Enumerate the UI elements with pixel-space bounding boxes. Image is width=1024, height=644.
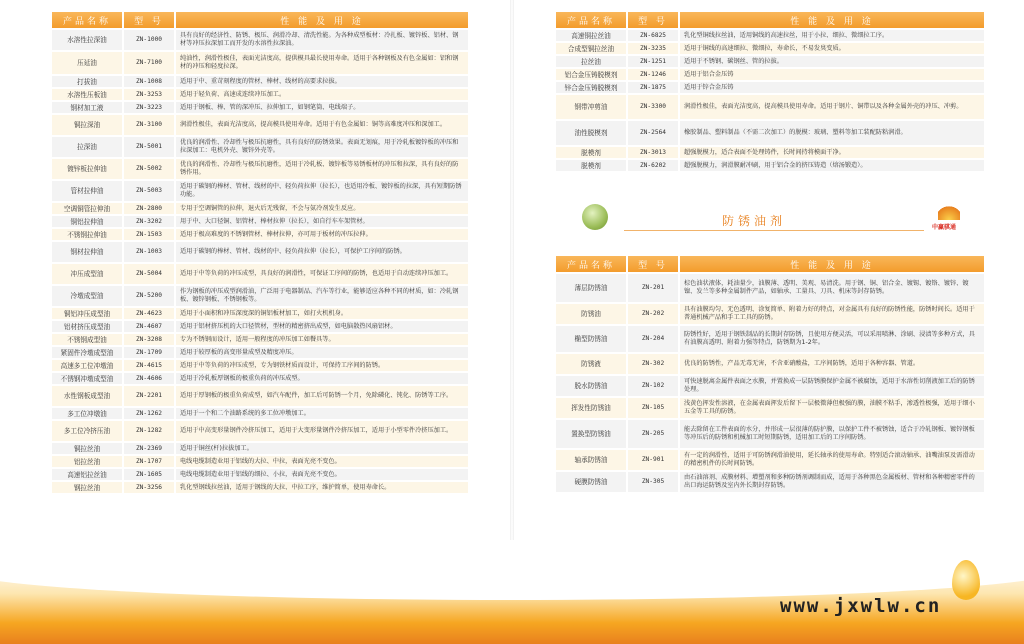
product-model: ZN-3208 xyxy=(124,334,176,345)
product-description: 润滑性极佳，表面光洁度高，提高模具使用寿命。适用于有色金属如：铜等高难度冲压和深加工。 xyxy=(176,115,470,135)
header-name: 产品名称 xyxy=(556,256,628,272)
product-description: 适用于厚钢板的极重负荷成型，如汽车配件，加工后可防锈一个月，免除磷化、钝化、防锈等工序。 xyxy=(176,386,470,406)
product-description: 乳化型铜线拉丝油，适用铜线的高速拉丝，用于小拉、细拉、微细拉工序。 xyxy=(680,30,986,41)
product-description: 能去除留在工件表面的水分，并形成一层很薄的防护膜，以保护工件不被锈蚀，适合于冷轧钢板、镀锌钢板等冲压后的防锈和机械加工时短期防锈，适用加工后的工序间防锈。 xyxy=(680,420,986,448)
product-description: 有一定的润滑性，适用于可防锈润滑油使用，延长轴承的使用寿命。特别适合滚动轴承、油嘴油泵及需滑动的精密机件的长时间防锈。 xyxy=(680,450,986,470)
product-name: 硬膜防锈油 xyxy=(556,472,628,492)
product-name: 铝材挤压成型油 xyxy=(52,321,124,332)
product-name: 油性脱模剂 xyxy=(556,121,628,145)
product-model: ZN-1605 xyxy=(124,469,176,480)
product-description: 超强脱模力，润滑膜耐冲刷，用于铝合金的挤压铸造（熔汤锻造）。 xyxy=(680,160,986,171)
product-name: 椭型防锈油 xyxy=(556,326,628,352)
product-model: ZN-1709 xyxy=(124,347,176,358)
product-model: ZN-5002 xyxy=(124,159,176,179)
product-name: 冷墩成型油 xyxy=(52,286,124,306)
table-row xyxy=(556,147,986,158)
product-description: 浅黄色挥发性溶液，在金属表面挥发后留下一层极微薄但极强的膜，油膜不粘手，渗透性极强，适用于细小五金等工具的防锈。 xyxy=(680,398,986,418)
header-usage: 性 能 及 用 途 xyxy=(680,256,986,272)
product-model: ZN-4607 xyxy=(124,321,176,332)
product-description: 电线电缆制造业用于铝线的细拉、小拉，表面光亮不变色。 xyxy=(176,469,470,480)
table-row xyxy=(556,376,986,396)
right-top-table-body xyxy=(556,30,986,171)
product-name: 防锈油 xyxy=(556,304,628,324)
table-row xyxy=(556,354,986,374)
product-model: ZN-4615 xyxy=(124,360,176,371)
product-model: ZN-1262 xyxy=(124,408,176,419)
product-name: 钢材加工液 xyxy=(52,102,124,113)
oil-droplet-icon xyxy=(952,560,980,600)
product-description: 适用于锌合金压铸 xyxy=(680,82,986,93)
product-description: 优良的润滑性、冷却性与极压抗磨性，具有良好的防锈效果。表面无划痕，用于冷轧板镀锌板的冲压和拉深加工：电机外壳、镀锌外壳等。 xyxy=(176,137,470,157)
product-model: ZN-6202 xyxy=(628,160,680,171)
section-banner xyxy=(556,200,996,234)
product-name: 铝合金压铸脱模剂 xyxy=(556,69,628,80)
product-model: ZN-5200 xyxy=(124,286,176,306)
product-description: 优良的润滑性、冷却性与极压抗磨性，适用于冷轧板、镀锌板等易锈板材的冲压和拉深，具有良好的防锈作用。 xyxy=(176,159,470,179)
product-name: 铜拉深油 xyxy=(52,115,124,135)
table-row xyxy=(556,450,986,470)
product-name: 压延油 xyxy=(52,52,124,74)
product-model: ZN-305 xyxy=(628,472,680,492)
product-description: 作为钢板的冲压成型润滑油，广泛用于电器制品、汽车等行业，能够适应各种不同的材质，如：冷轧钢板、镀锌钢板、不锈钢板等。 xyxy=(176,286,470,306)
product-name: 拉深油 xyxy=(52,137,124,157)
table-row xyxy=(52,360,470,371)
product-description: 适用于铝材挤压机的大口径管材，型材的精密挤出成型，如电脑散热风扇铝材。 xyxy=(176,321,470,332)
product-name: 挥发性防锈油 xyxy=(556,398,628,418)
product-description: 电线电缆制造业用于铝线的大拉、中拉，表面光亮不变色。 xyxy=(176,456,470,467)
table-row xyxy=(52,181,470,201)
product-name: 薄层防锈油 xyxy=(556,274,628,302)
product-model: ZN-1000 xyxy=(124,30,176,50)
left-table-body xyxy=(52,30,470,493)
product-model: ZN-2800 xyxy=(124,203,176,214)
product-name: 拉丝油 xyxy=(556,56,628,67)
globe-icon xyxy=(582,204,608,230)
product-name: 不锈钢成型油 xyxy=(52,334,124,345)
product-model: ZN-3223 xyxy=(124,102,176,113)
table-row xyxy=(556,472,986,492)
table-row xyxy=(52,52,470,74)
table-row xyxy=(52,386,470,406)
header-name: 产品名称 xyxy=(556,12,628,28)
product-name: 水性钢板成型油 xyxy=(52,386,124,406)
product-description: 由石油溶剂、成膜材料、增塑剂和多种防锈剂调制而成，适用于各种黑色金属板材、管材和各种精密零件的出口海运防锈及室内外长期封存防锈。 xyxy=(680,472,986,492)
table-row xyxy=(52,216,470,227)
table-row xyxy=(52,469,470,480)
product-description: 适用于铜线的高速细拉、微细拉，寿命长，不易发臭变质。 xyxy=(680,43,986,54)
product-model: ZN-1875 xyxy=(628,82,680,93)
table-row xyxy=(52,443,470,454)
header-model: 型 号 xyxy=(628,256,680,272)
product-model: ZN-201 xyxy=(628,274,680,302)
product-name: 铜铝冲压成型油 xyxy=(52,308,124,319)
product-name: 钢材拉伸油 xyxy=(52,242,124,262)
product-description: 适用于小面积和冲压深度深的铜铝板材加工，如打火机机身。 xyxy=(176,308,470,319)
right-top-table xyxy=(556,10,986,173)
product-model: ZN-6825 xyxy=(628,30,680,41)
product-description: 适用于中、重苛刻程度的管材、棒材、线材的高要求拉拔。 xyxy=(176,76,470,87)
product-model: ZN-1246 xyxy=(628,69,680,80)
table-row xyxy=(556,326,986,352)
product-model: ZN-7100 xyxy=(124,52,176,74)
product-name: 脱模剂 xyxy=(556,147,628,158)
product-name: 钢带冲剪油 xyxy=(556,95,628,119)
company-logo-icon xyxy=(938,204,960,220)
table-row xyxy=(556,43,986,54)
table-row xyxy=(52,30,470,50)
product-model: ZN-1008 xyxy=(124,76,176,87)
table-row xyxy=(52,159,470,179)
table-row xyxy=(52,347,470,358)
product-model: ZN-1503 xyxy=(124,229,176,240)
product-description: 橡胶制品、塑料制品（不需二次加工）的脱模：玻璃、塑料等加工装配防粘润滑。 xyxy=(680,121,986,145)
table-row xyxy=(52,373,470,384)
product-description: 可快速脱离金属件表面之水膜，并置换成一层防锈膜保护金属不被腐蚀，适用于水溶性切削液加工后的防锈处理。 xyxy=(680,376,986,396)
product-name: 高速铝拉丝油 xyxy=(52,469,124,480)
product-description: 用于中、大口径铜、铝管材、棒材拉伸（拉长），如自行车车架管材。 xyxy=(176,216,470,227)
product-name: 多工位冲墩油 xyxy=(52,408,124,419)
title-divider xyxy=(624,230,924,231)
product-description: 棕色油状液体，耗油量少，油膜薄、透明、美观、易清洗。用于钢、铜、铝合金、镀锡、镀铬、镀锌、镀镍、发兰等多种金属制件产品，如轴承、工量具、刀具、机床等封存防锈。 xyxy=(680,274,986,302)
product-model: ZN-302 xyxy=(628,354,680,374)
table-row xyxy=(556,30,986,41)
product-name: 镀锌板拉伸油 xyxy=(52,159,124,179)
product-description: 专用于空调铜管的拉伸，退火后无残留，不会与氨冷剂发生反应。 xyxy=(176,203,470,214)
product-model: ZN-1003 xyxy=(124,242,176,262)
watermark: www.jxwlw.cn xyxy=(780,595,942,617)
product-description: 适用于冷轧板厚钢板的极重负荷的冲压成型。 xyxy=(176,373,470,384)
product-model: ZN-1282 xyxy=(124,421,176,441)
table-row xyxy=(556,304,986,324)
product-description: 优良的防锈性，产品无毒无害，不含亚硝酸盐，工序间防锈，适用于各种容器、管道。 xyxy=(680,354,986,374)
product-description: 适用于铝合金压铸 xyxy=(680,69,986,80)
right-bottom-table xyxy=(556,254,986,494)
product-name: 置换型防锈油 xyxy=(556,420,628,448)
left-product-table xyxy=(52,10,470,495)
table-row xyxy=(52,286,470,306)
table-row xyxy=(556,274,986,302)
table-row xyxy=(52,408,470,419)
table-row xyxy=(556,95,986,119)
product-model: ZN-3253 xyxy=(124,89,176,100)
product-description: 适用于钢板、棒、管的深冲压、拉伸加工，如钢笔筒、电线端子。 xyxy=(176,102,470,113)
product-model: ZN-3100 xyxy=(124,115,176,135)
product-description: 适用于不锈钢、碳钢丝、管的拉拔。 xyxy=(680,56,986,67)
product-model: ZN-4623 xyxy=(124,308,176,319)
company-logo-text: 中赢骐通 xyxy=(932,224,957,231)
section-title: 防锈油剂 xyxy=(722,214,787,228)
product-model: ZN-204 xyxy=(628,326,680,352)
product-description: 适用于一个和二个油路系统的多工位冲墩加工。 xyxy=(176,408,470,419)
header-model: 型 号 xyxy=(628,12,680,28)
table-row xyxy=(52,89,470,100)
product-model: ZN-901 xyxy=(628,450,680,470)
table-row xyxy=(52,137,470,157)
product-description: 具有良好的经济性、防锈、极压、润滑冷却、清洗性能。为各种成型板材：冷扎板、镀锌板、铝材、钢材等冲压拉深加工而开发的水溶性拉深油。 xyxy=(176,30,470,50)
product-description: 乳化型钢线拉丝油，适用于钢线的大拉、中拉工序，维护简单，使用寿命长。 xyxy=(176,482,470,493)
table-row xyxy=(52,76,470,87)
product-name: 铝拉丝油 xyxy=(52,456,124,467)
product-name: 锌合金压铸脱模剂 xyxy=(556,82,628,93)
table-row xyxy=(52,482,470,493)
product-model: ZN-105 xyxy=(628,398,680,418)
table-row xyxy=(52,334,470,345)
table-row xyxy=(52,321,470,332)
product-model: ZN-2564 xyxy=(628,121,680,145)
table-row xyxy=(52,242,470,262)
product-model: ZN-5004 xyxy=(124,264,176,284)
product-description: 适用于轻负荷、高速成连续冲压加工。 xyxy=(176,89,470,100)
table-row xyxy=(556,121,986,145)
product-model: ZN-1707 xyxy=(124,456,176,467)
table-row xyxy=(52,421,470,441)
product-name: 脱模剂 xyxy=(556,160,628,171)
product-name: 打拔油 xyxy=(52,76,124,87)
table-row xyxy=(52,264,470,284)
product-description: 润滑性极佳，表面光洁度高，提高模具使用寿命。适用于钢片、铜带以及各种金属外壳的冲压、冲剪。 xyxy=(680,95,986,119)
product-model: ZN-2201 xyxy=(124,386,176,406)
product-name: 空调铜管拉伸油 xyxy=(52,203,124,214)
product-name: 冲压成型油 xyxy=(52,264,124,284)
product-name: 防锈液 xyxy=(556,354,628,374)
product-name: 不锈钢冲墩成型油 xyxy=(52,373,124,384)
table-row xyxy=(556,398,986,418)
table-row xyxy=(52,115,470,135)
product-description: 适用于中高变形量钢件冷挤压加工，适用于大变形量钢件冷挤压加工，适用于小型零件冷挤压加工。 xyxy=(176,421,470,441)
table-row xyxy=(556,69,986,80)
product-name: 高速铜拉丝油 xyxy=(556,30,628,41)
product-model: ZN-1251 xyxy=(628,56,680,67)
product-description: 适用于极高难度的不锈钢管材、棒材拉伸，亦可用于板材的冲压拉伸。 xyxy=(176,229,470,240)
product-description: 防锈性好，适用于钢铁制品的长期封存防锈，且使用方便灵活，可以采用喷淋、涂刷、浸渍等多种方式，具有油膜高透明、附着力强等特点，防锈期为1-2年。 xyxy=(680,326,986,352)
product-description: 适用于中等负荷的冲压成型，专为钢铁材质而设计，可保持工序间的防锈。 xyxy=(176,360,470,371)
header-usage: 性 能 及 用 途 xyxy=(680,12,986,28)
product-name: 水溶性拉深油 xyxy=(52,30,124,50)
product-name: 水溶性压板油 xyxy=(52,89,124,100)
table-row xyxy=(556,56,986,67)
product-description: 适用于中等负荷的冲压成型，具良好的润滑性，可保证工序间的防锈，也适用于自动连续冲压加工。 xyxy=(176,264,470,284)
product-model: ZN-202 xyxy=(628,304,680,324)
product-model: ZN-3235 xyxy=(628,43,680,54)
product-model: ZN-5001 xyxy=(124,137,176,157)
header-usage: 性 能 及 用 途 xyxy=(176,12,470,28)
header-model: 型 号 xyxy=(124,12,176,28)
table-row xyxy=(52,456,470,467)
product-name: 轴承防锈油 xyxy=(556,450,628,470)
product-name: 管材拉伸油 xyxy=(52,181,124,201)
product-description: 适用于碳钢的棒材、管材、线材的中、轻负荷拉伸（拉长），也适用冷板、镀锌板的拉深，具有短期防锈功能。 xyxy=(176,181,470,201)
product-description: 适用于较厚板的高变形量成型及精度冲压。 xyxy=(176,347,470,358)
product-name: 高速多工位冲墩油 xyxy=(52,360,124,371)
product-model: ZN-3013 xyxy=(628,147,680,158)
footer-wave-curve xyxy=(0,540,1024,600)
product-description: 专为不锈钢而设计，适用一般程度的冲压加工如餐具等。 xyxy=(176,334,470,345)
product-model: ZN-3300 xyxy=(628,95,680,119)
table-row xyxy=(556,82,986,93)
product-name: 钢拉丝油 xyxy=(52,482,124,493)
product-model: ZN-3256 xyxy=(124,482,176,493)
table-row xyxy=(556,160,986,171)
product-model: ZN-5003 xyxy=(124,181,176,201)
table-row xyxy=(52,102,470,113)
product-model: ZN-205 xyxy=(628,420,680,448)
header-name: 产品名称 xyxy=(52,12,124,28)
product-name: 脱水防锈油 xyxy=(556,376,628,396)
product-model: ZN-3202 xyxy=(124,216,176,227)
product-name: 合成型铜拉丝油 xyxy=(556,43,628,54)
product-description: 适用于铜丝(杆)拉拔加工。 xyxy=(176,443,470,454)
product-name: 铜铝拉伸油 xyxy=(52,216,124,227)
product-name: 多工位冷挤压油 xyxy=(52,421,124,441)
table-row xyxy=(556,420,986,448)
product-description: 适用于碳钢的棒材、管材、线材的中、轻负荷拉伸（拉长），可保护工序间的防锈。 xyxy=(176,242,470,262)
table-row xyxy=(52,308,470,319)
right-bottom-table-body xyxy=(556,274,986,492)
product-name: 铜拉丝油 xyxy=(52,443,124,454)
product-description: 纯油性，润滑性极佳，表面光洁度高，提供模具最长使用寿命。适用于各种钢板及有色金属如：铝和钢材的冲压和轻度拉深。 xyxy=(176,52,470,74)
product-model: ZN-102 xyxy=(628,376,680,396)
product-description: 超强脱模力，适合表面不处理铸件，长时间持将模面干净。 xyxy=(680,147,986,158)
product-name: 紧固件冷墩成型油 xyxy=(52,347,124,358)
product-model: ZN-4606 xyxy=(124,373,176,384)
table-row xyxy=(52,229,470,240)
product-description: 具有油膜均匀、无色透明、涂复简单、附着力好的特点，对金属具有良好的防锈性能，防锈时间长。适用于普通机械产品和手工工具的防锈。 xyxy=(680,304,986,324)
product-name: 不锈钢拉伸油 xyxy=(52,229,124,240)
table-row xyxy=(52,203,470,214)
product-model: ZN-2369 xyxy=(124,443,176,454)
